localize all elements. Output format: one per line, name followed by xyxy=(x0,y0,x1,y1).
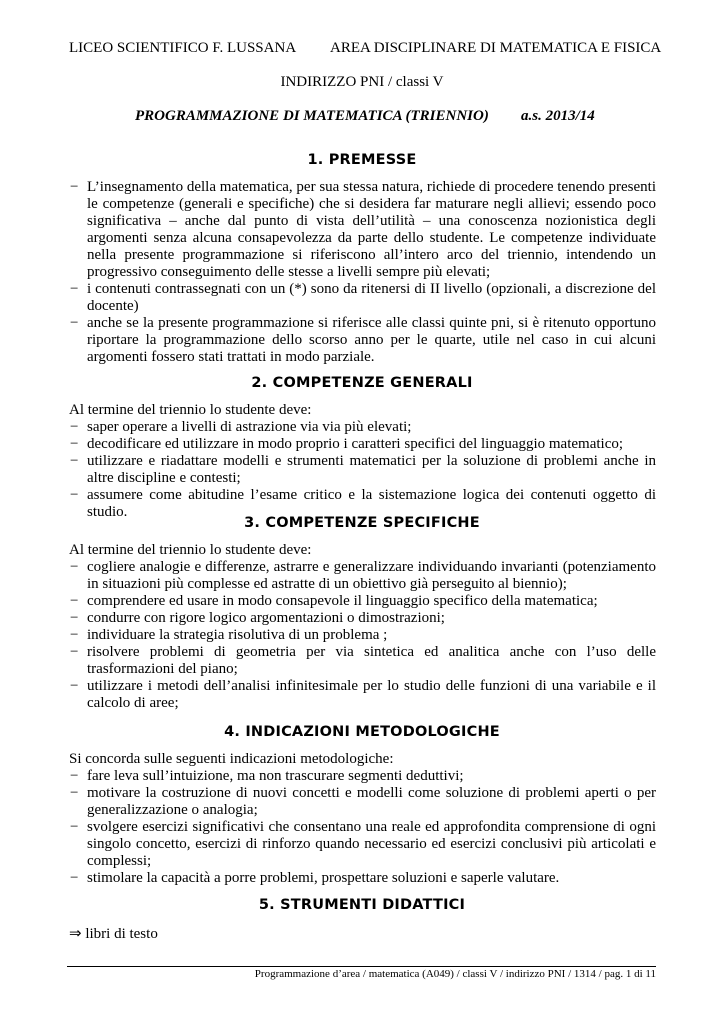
list-item: − assumere come abitudine l’esame critico e la sistemazione logica dei contenuti oggetto di studio. xyxy=(69,487,656,521)
tools-item-libri: ⇒ libri di testo xyxy=(69,926,158,942)
list-item: − stimolare la capacità a porre problemi, prospettare soluzioni e saperle valutare. xyxy=(69,870,656,887)
list-item: − utilizzare i metodi dell’analisi infinitesimale per lo studio delle funzioni di una variabile e il calcolo di aree; xyxy=(69,678,656,712)
department-name: AREA DISCIPLINARE DI MATEMATICA E FISICA xyxy=(330,40,662,56)
document-subtitle: INDIRIZZO PNI / classi V xyxy=(280,74,444,90)
section-heading-premesse: 1. PREMESSE xyxy=(307,152,417,168)
list-item: − comprendere ed usare in modo consapevole il linguaggio specifico della matematica; xyxy=(69,593,656,610)
list-item: − svolgere esercizi significativi che consentano una reale ed approfondita comprensione di ogni singolo concetto, esercizi di rinforzo quando necessario ed esercizi conclusivi più articolati e complessi; xyxy=(69,819,656,870)
list-item: − utilizzare e riadattare modelli e strumenti matematici per la soluzione di problemi anche in altre discipline e contesti; xyxy=(69,453,656,487)
list-item: − L’insegnamento della matematica, per sua stessa natura, richiede di procedere tenendo presenti le competenze (generali e specifiche) che si desidera far maturare negli allievi; essendo poco significativa – anche dal punto di vista dell’utilità – una conoscenza nozionistica degli argomenti senza alcuna consapevolezza da parte dello studente. Le competenze individuate nella presente programmazione si riferiscono all’intero arco del triennio, intendendo un progressivo conseguimento delle stesse a livelli sempre più elevati; xyxy=(69,179,656,281)
school-year: a.s. 2013/14 xyxy=(521,108,595,124)
section-intro: Al termine del triennio lo studente deve: xyxy=(69,542,312,558)
page-footer: Programmazione d’area / matematica (A049) / classi V / indirizzo PNI / 1314 / pag. 1 di 11 xyxy=(254,968,656,980)
school-name: LICEO SCIENTIFICO F. LUSSANA xyxy=(69,40,297,56)
section-intro: Al termine del triennio lo studente deve: xyxy=(69,402,312,418)
list-item: − condurre con rigore logico argomentazioni o dimostrazioni; xyxy=(69,610,656,627)
section-heading-indicazioni-metodologiche: 4. INDICAZIONI METODOLOGICHE xyxy=(224,724,500,740)
list-item: − individuare la strategia risolutiva di un problema ; xyxy=(69,627,656,644)
footer-divider xyxy=(67,966,656,967)
premesse-list xyxy=(69,179,656,366)
competenze-generali-list xyxy=(69,419,656,521)
list-item: − decodificare ed utilizzare in modo proprio i caratteri specifici del linguaggio matematico; xyxy=(69,436,656,453)
list-item: − anche se la presente programmazione si riferisce alle classi quinte pni, si è ritenuto opportuno riportare la programmazione dello scorso anno per le quarte, utile nel caso in cui alcuni argomenti fossero stati trattati in modo parziale. xyxy=(69,315,656,366)
list-item: − cogliere analogie e differenze, astrarre e generalizzare individuando invarianti (potenziamento in situazioni più complesse ed astratte di un obiettivo già perseguito al biennio); xyxy=(69,559,656,593)
section-heading-strumenti-didattici: 5. STRUMENTI DIDATTICI xyxy=(258,897,466,913)
document-title: PROGRAMMAZIONE DI MATEMATICA (TRIENNIO) xyxy=(135,108,489,124)
list-item: − fare leva sull’intuizione, ma non trascurare segmenti deduttivi; xyxy=(69,768,656,785)
list-item: − risolvere problemi di geometria per via sintetica ed analitica anche con l’uso delle trasformazioni del piano; xyxy=(69,644,656,678)
list-item: − i contenuti contrassegnati con un (*) sono da ritenersi di II livello (opzionali, a discrezione del docente) xyxy=(69,281,656,315)
list-item: − motivare la costruzione di nuovi concetti e modelli come soluzione di problemi aperti o per generalizzazione o analogia; xyxy=(69,785,656,819)
list-item: − saper operare a livelli di astrazione via via più elevati; xyxy=(69,419,656,436)
competenze-specifiche-list xyxy=(69,559,656,712)
section-heading-competenze-specifiche: 3. COMPETENZE SPECIFICHE xyxy=(244,515,480,531)
indicazioni-list xyxy=(69,768,656,887)
section-heading-competenze-generali: 2. COMPETENZE GENERALI xyxy=(251,375,473,391)
section-intro: Si concorda sulle seguenti indicazioni metodologiche: xyxy=(69,751,394,767)
